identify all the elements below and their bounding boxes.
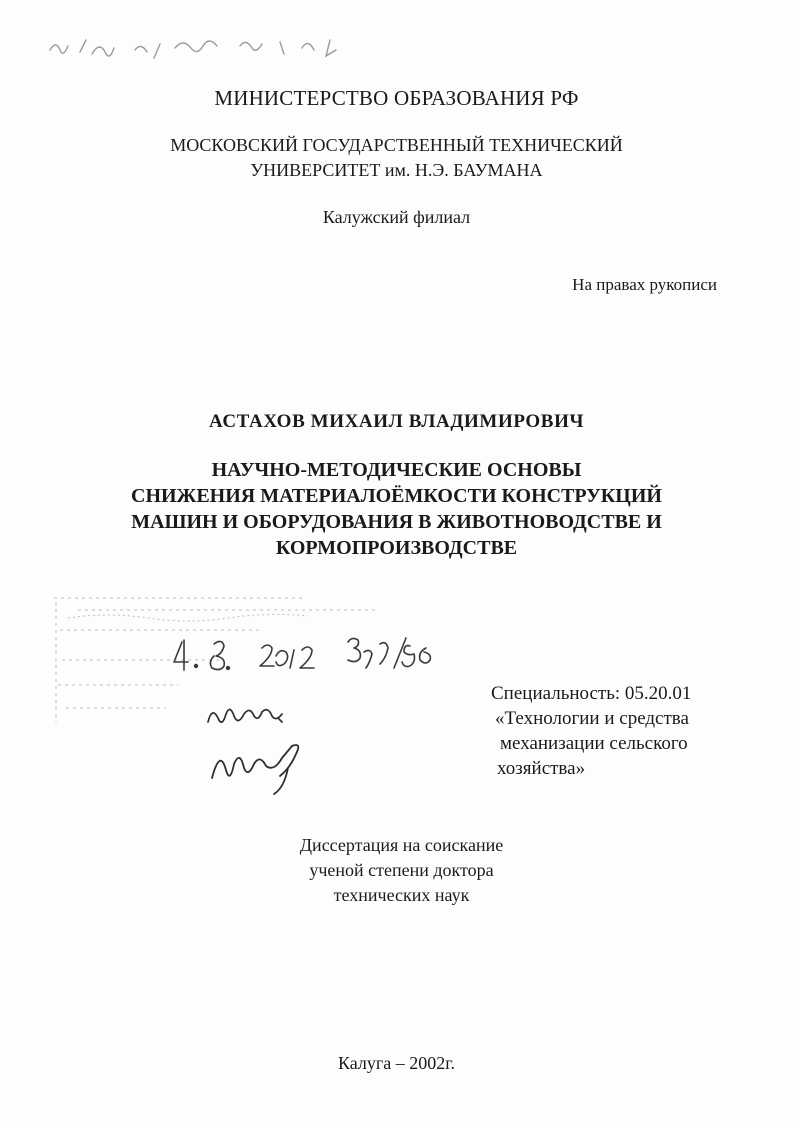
ministry-name: МИНИСТЕРСТВО ОБРАЗОВАНИЯ РФ: [214, 86, 579, 110]
degree-line-3: технических наук: [333, 885, 470, 905]
dissertation-title: [0, 457, 793, 561]
pencil-notation: [40, 20, 380, 80]
specialty-block: [491, 681, 691, 781]
title-line: КОРМОПРОИЗВОДСТВЕ: [275, 537, 518, 559]
specialty-name-line-1: «Технологии и средства: [495, 708, 689, 729]
degree-statement: [5, 833, 793, 908]
rights-note: На правах рукописи: [572, 275, 717, 294]
title-line: СНИЖЕНИЯ МАТЕРИАЛОЁМКОСТИ КОНСТРУКЦИЙ: [131, 485, 662, 507]
specialty-code: Специальность: 05.20.01: [491, 683, 692, 704]
branch-name: Калужский филиал: [322, 207, 471, 227]
title-line: НАУЧНО-МЕТОДИЧЕСКИЕ ОСНОВЫ: [211, 459, 582, 481]
university-line-2: УНИВЕРСИТЕТ им. Н.Э. БАУМАНА: [250, 160, 543, 180]
title-line: МАШИН И ОБОРУДОВАНИЯ В ЖИВОТНОВОДСТВЕ И: [131, 511, 662, 533]
specialty-name-line-2: механизации сельского: [500, 733, 688, 754]
author-name: АСТАХОВ МИХАИЛ ВЛАДИМИРОВИЧ: [208, 411, 584, 432]
degree-line-1: Диссертация на соискание: [299, 835, 504, 855]
degree-line-2: ученой степени доктора: [309, 860, 494, 880]
university-name: [0, 133, 793, 183]
university-line-1: МОСКОВСКИЙ ГОСУДАРСТВЕННЫЙ ТЕХНИЧЕСКИЙ: [170, 135, 623, 155]
specialty-name-line-3: хозяйства»: [497, 758, 586, 779]
place-and-year: Калуга – 2002г.: [337, 1053, 456, 1073]
library-stamp: [48, 590, 478, 800]
